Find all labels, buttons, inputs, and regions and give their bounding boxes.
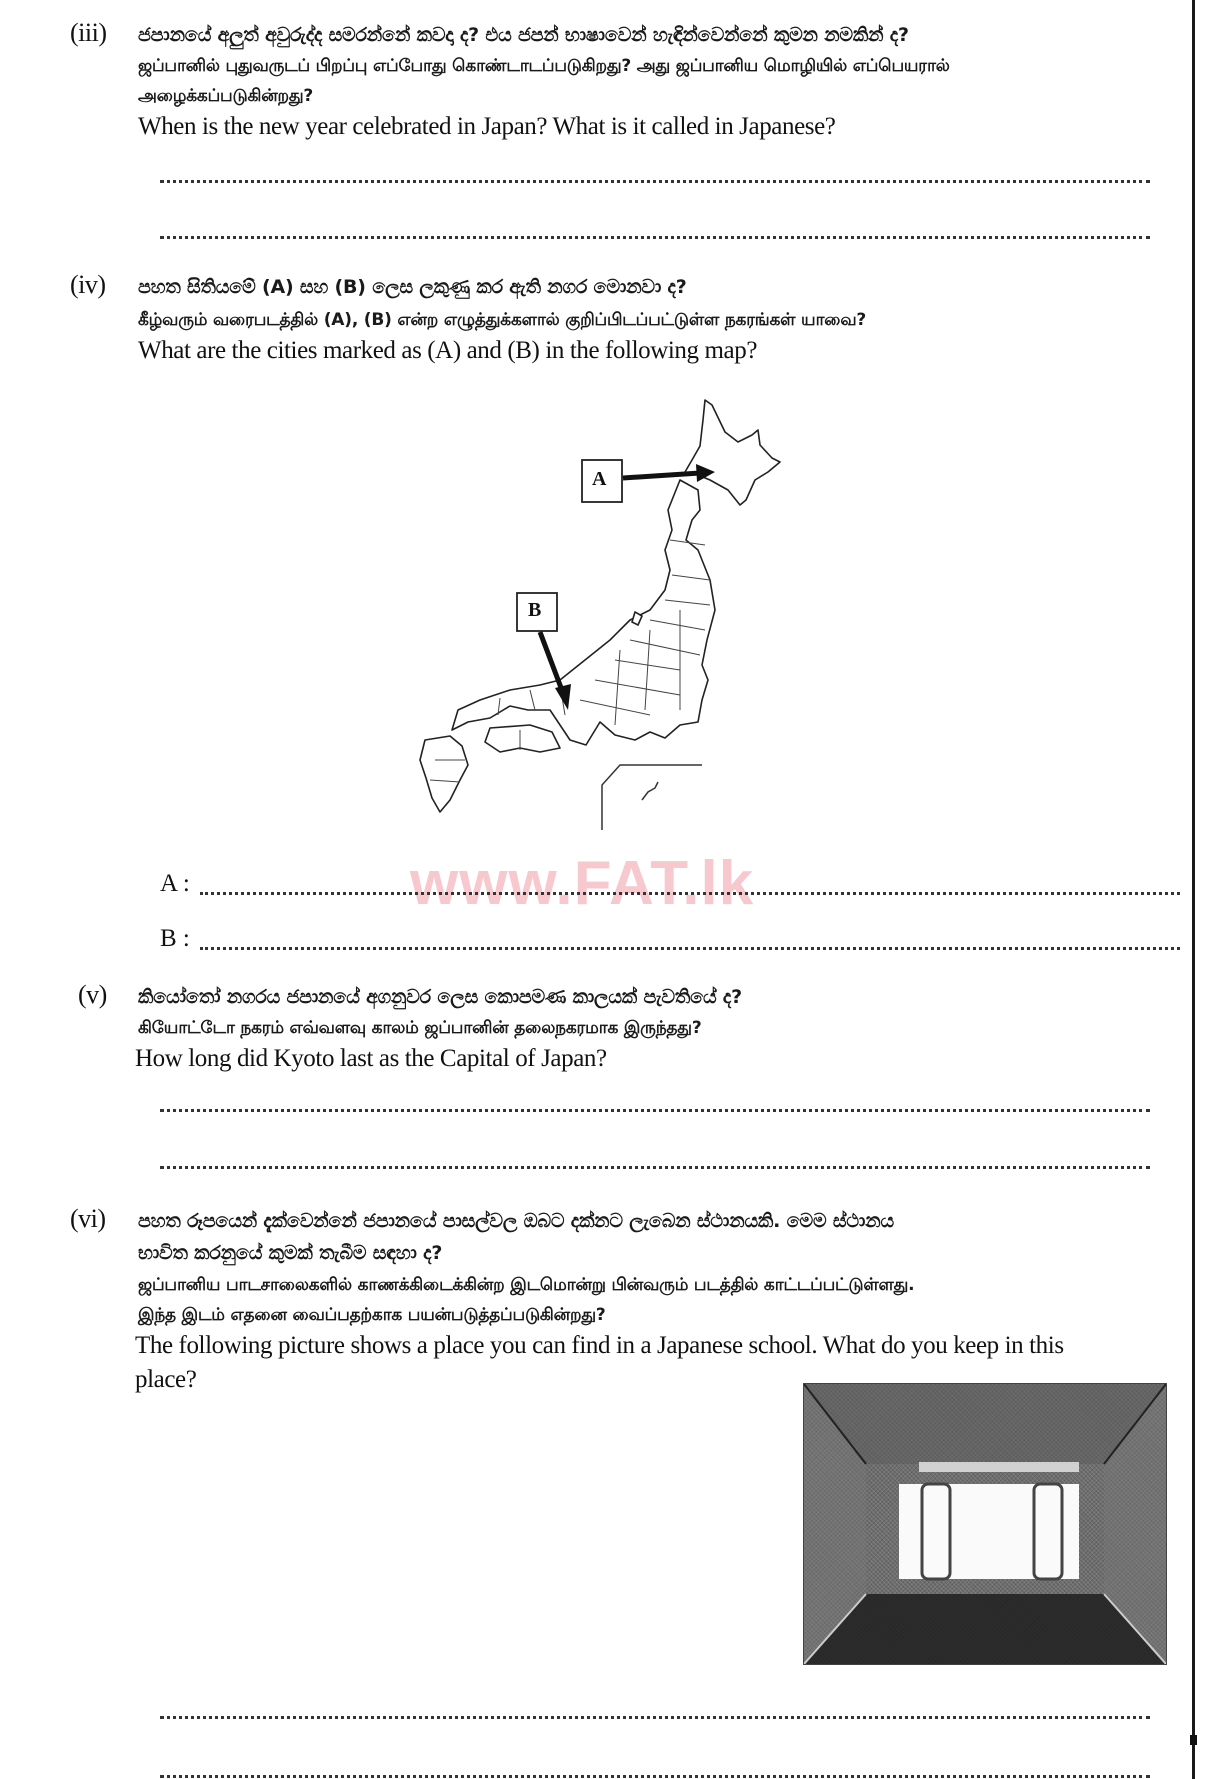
- school-shoe-locker-photo: [803, 1383, 1167, 1665]
- answer-line[interactable]: [160, 1775, 1150, 1778]
- japan-map-outline: [380, 380, 800, 830]
- question-text-tamil-cont: இந்த இடம் எதனை வைப்பதற்காக பயன்படுத்தப்படுகின்றது?: [138, 1305, 606, 1325]
- question-text-english: When is the new year celebrated in Japan? What is it called in Japanese?: [138, 113, 836, 140]
- question-number: (iii): [70, 18, 107, 47]
- answer-line[interactable]: [160, 1716, 1150, 1719]
- question-number: (v): [78, 980, 107, 1009]
- answer-label-a: A :: [160, 870, 190, 897]
- answer-line[interactable]: [160, 236, 1150, 239]
- question-text-english: What are the cities marked as (A) and (B) in the following map?: [138, 337, 758, 364]
- japan-map: [380, 380, 800, 830]
- question-text-tamil: ஜப்பானிய பாடசாலைகளில் காணக்கிடைக்கின்ற இடமொன்று பின்வரும் படத்தில் காட்டப்பட்டுள்ளது.: [138, 1275, 915, 1295]
- answer-line[interactable]: [160, 1109, 1150, 1112]
- question-text-sinhala: පහත සිතියමේ (A) සහ (B) ලෙස ලකුණු කර ඇති නගර මොනවා ද?: [138, 276, 687, 298]
- answer-line-b[interactable]: [200, 947, 1180, 950]
- answer-line[interactable]: [160, 180, 1150, 183]
- page-right-border: [1192, 0, 1195, 1779]
- question-text-english-cont: place?: [135, 1366, 197, 1393]
- question-text-english: The following picture shows a place you can find in a Japanese school. What do you keep in this: [135, 1332, 1064, 1359]
- question-text-sinhala: පහත රූපයෙන් දැක්වෙන්නේ ජපානයේ පාසල්වල ඔබට දක්නට ලැබෙන ස්ථානයකි. මෙම ස්ථානය: [138, 1210, 894, 1232]
- page-edge-mark: [1190, 1735, 1197, 1745]
- question-text-tamil: கீழ்வரும் வரைபடத்தில் (A), (B) என்ற எழுத்துக்களால் குறிப்பிடப்பட்டுள்ள நகரங்கள் யாவை?: [138, 310, 867, 330]
- watermark: www.FAT.lk: [410, 849, 755, 918]
- question-text-sinhala-cont: භාවිත කරනුයේ කුමක් තැබීම සඳහා ද?: [138, 1242, 443, 1264]
- question-text-english: How long did Kyoto last as the Capital of Japan?: [135, 1045, 607, 1072]
- question-text-tamil-cont: அழைக்கப்படுகின்றது?: [138, 86, 314, 106]
- map-label-a: A: [592, 468, 607, 490]
- question-text-tamil: ஜப்பானில் புதுவருடப் பிறப்பு எப்போது கொண்டாடப்படுகிறது? அது ஜப்பானிய மொழியில் எப்பெயரால்: [138, 56, 950, 76]
- question-number: (iv): [70, 270, 106, 299]
- question-text-sinhala: ජපානයේ අලුත් අවුරුද්ද සමරන්නේ කවදා ද? එය ජපන් භාෂාවෙන් හැඳින්වෙන්නේ කුමන නමකින් ද?: [138, 24, 909, 46]
- question-text-sinhala: කියෝතෝ නගරය ජපානයේ අගනුවර ලෙස කොපමණ කාලයක් පැවතියේ ද?: [138, 986, 742, 1008]
- question-text-tamil: கியோட்டோ நகரம் எவ்வளவு காலம் ஜப்பானின் தலைநகரமாக இருந்தது?: [138, 1018, 702, 1038]
- answer-line[interactable]: [160, 1166, 1150, 1169]
- answer-line-a[interactable]: [200, 892, 1180, 895]
- map-label-b: B: [528, 599, 542, 621]
- answer-label-b: B :: [160, 925, 190, 952]
- question-number: (vi): [70, 1204, 106, 1233]
